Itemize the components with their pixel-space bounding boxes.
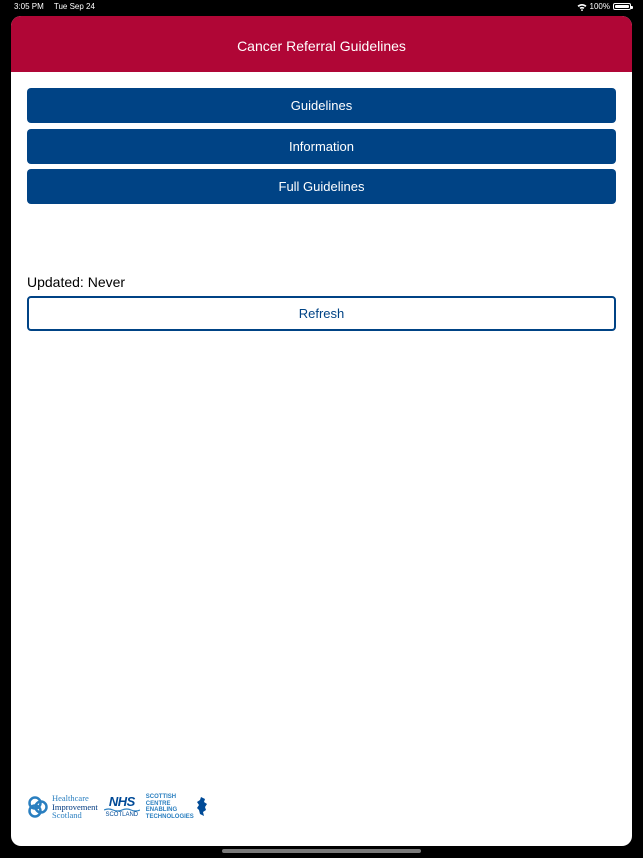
page-title: Cancer Referral Guidelines [237,37,406,54]
full-guidelines-button[interactable]: Full Guidelines [27,169,616,204]
home-indicator[interactable] [222,849,421,853]
scet-logo [146,794,208,820]
nhs-logo [104,795,140,819]
his-line-2: Improvement [52,801,98,812]
battery-icon [613,3,631,10]
status-time: 3:05 PM [14,2,44,11]
his-line-3: Scotland [52,810,82,821]
scet-line-1: SCOTTISH [145,794,177,800]
refresh-button[interactable]: Refresh [27,296,616,331]
status-bar [0,0,643,14]
header-bar [11,16,632,72]
updated-status: Updated: Never [27,274,126,290]
scet-line-3: ENABLING [145,807,178,813]
his-line-1: Healthcare [52,793,89,804]
status-right [577,0,631,13]
scet-line-2: CENTRE [145,800,171,807]
status-left [14,0,103,13]
status-date: Tue Sep 24 [53,2,95,11]
guidelines-button[interactable]: Guidelines [27,88,616,123]
his-knot-icon [26,795,50,819]
nhs-sub: SCOTLAND [105,812,139,818]
wifi-icon [577,3,587,11]
footer-logos [26,794,208,820]
information-button[interactable]: Information [27,129,616,164]
scotland-map-icon [196,797,208,817]
app-sheet [11,16,632,846]
his-logo [26,794,98,820]
scet-line-4: TECHNOLOGIES [145,813,194,820]
nhs-mark: NHS [108,794,135,809]
battery-percent: 100% [589,2,610,11]
